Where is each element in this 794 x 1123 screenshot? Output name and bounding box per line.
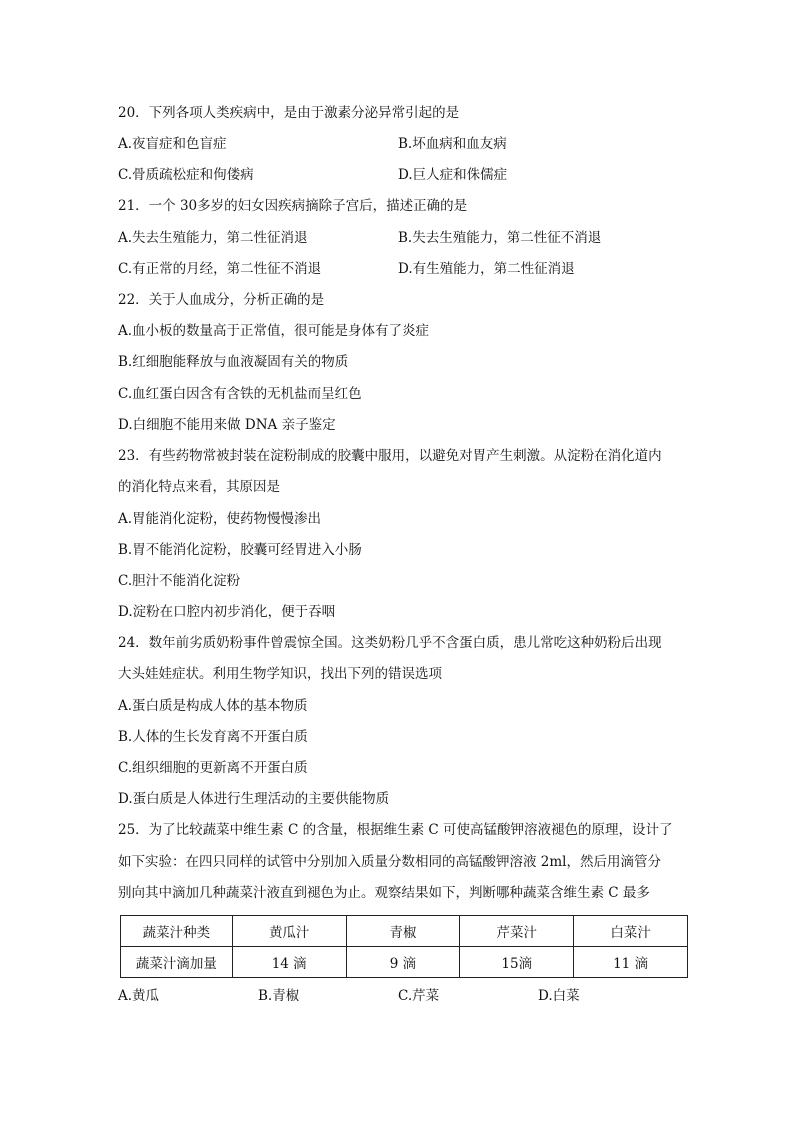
q25-option-b: B.青椒 bbox=[258, 988, 300, 1004]
q24-option-b: B.人体的生长发育离不开蛋白质 bbox=[118, 729, 308, 745]
q22-option-d: D.白细胞不能用来做 DNA 亲子鉴定 bbox=[118, 417, 336, 433]
q24-option-a: A.蛋白质是构成人体的基本物质 bbox=[118, 698, 308, 714]
table-cell: 9 滴 bbox=[346, 947, 460, 978]
q21-option-b: B.失去生殖能力，第二性征不消退 bbox=[398, 230, 602, 246]
q25-stem-line2: 如下实验：在四只同样的试管中分别加入质量分数相同的高锰酸钾溶液 2ml，然后用滴管分 bbox=[118, 854, 661, 870]
q25-option-a: A.黄瓜 bbox=[118, 988, 160, 1004]
q21-option-a: A.失去生殖能力，第二性征消退 bbox=[118, 230, 308, 246]
q24-option-d: D.蛋白质是人体进行生理活动的主要供能物质 bbox=[118, 791, 390, 807]
q23-stem-line1: 23．有些药物常被封装在淀粉制成的胶囊中服用，以避免对胃产生刺激。从淀粉在消化道内 bbox=[118, 448, 662, 464]
q24-stem-line1: 24．数年前劣质奶粉事件曾震惊全国。这类奶粉几乎不含蛋白质，患儿常吃这种奶粉后出现 bbox=[118, 635, 662, 651]
q23-stem-line2: 的消化特点来看，其原因是 bbox=[118, 479, 280, 495]
q23-option-b: B.胃不能消化淀粉，胶囊可经胃进入小肠 bbox=[118, 542, 362, 558]
vegetable-juice-table bbox=[120, 915, 688, 978]
table-cell: 15滴 bbox=[460, 947, 574, 978]
table-cell: 11 滴 bbox=[574, 947, 688, 978]
q23-option-a: A.胃能消化淀粉，使药物慢慢渗出 bbox=[118, 511, 322, 527]
q20-option-b: B.坏血病和血友病 bbox=[398, 136, 507, 152]
q24-stem-line2: 大头娃娃症状。利用生物学知识，找出下列的错误选项 bbox=[118, 666, 442, 682]
q21-option-c: C.有正常的月经，第二性征不消退 bbox=[118, 261, 322, 277]
q25-stem-line1: 25．为了比较蔬菜中维生素 C 的含量，根据维生素 C 可使高锰酸钾溶液褪色的原理，设计了 bbox=[118, 822, 673, 838]
q22-option-a: A.血小板的数量高于正常值，很可能是身体有了炎症 bbox=[118, 323, 430, 339]
q25-option-d: D.白菜 bbox=[538, 988, 580, 1004]
q21-option-d: D.有生殖能力，第二性征消退 bbox=[398, 261, 575, 277]
table-cell: 14 滴 bbox=[232, 947, 346, 978]
q22-stem: 22．关于人血成分，分析正确的是 bbox=[118, 292, 325, 308]
table-header-cell: 蔬菜汁种类 bbox=[121, 916, 233, 947]
q23-option-d: D.淀粉在口腔内初步消化，便于吞咽 bbox=[118, 604, 336, 620]
q25-option-c: C.芹菜 bbox=[398, 988, 440, 1004]
q20-option-d: D.巨人症和侏儒症 bbox=[398, 167, 508, 183]
table-header-cell: 白菜汁 bbox=[574, 916, 688, 947]
table-row bbox=[121, 947, 688, 978]
q23-option-c: C.胆汁不能消化淀粉 bbox=[118, 573, 241, 589]
q21-stem: 21．一个 30多岁的妇女因疾病摘除子宫后，描述正确的是 bbox=[118, 198, 468, 214]
table-header-cell: 黄瓜汁 bbox=[232, 916, 346, 947]
table-header-cell: 芹菜汁 bbox=[460, 916, 574, 947]
table-cell: 蔬菜汁滴加量 bbox=[121, 947, 233, 978]
q20-option-a: A.夜盲症和色盲症 bbox=[118, 136, 227, 152]
table-header-cell: 青椒 bbox=[346, 916, 460, 947]
q22-option-b: B.红细胞能释放与血液凝固有关的物质 bbox=[118, 354, 349, 370]
q22-option-c: C.血红蛋白因含有含铁的无机盐而呈红色 bbox=[118, 386, 362, 402]
table-header-row bbox=[121, 916, 688, 947]
q20-stem: 20．下列各项人类疾病中，是由于激素分泌异常引起的是 bbox=[118, 105, 460, 121]
q25-stem-line3: 别向其中滴加几种蔬菜汁液直到褪色为止。观察结果如下，判断哪种蔬菜含维生素 C 最多 bbox=[118, 885, 650, 901]
q20-option-c: C.骨质疏松症和佝偻病 bbox=[118, 167, 254, 183]
q24-option-c: C.组织细胞的更新离不开蛋白质 bbox=[118, 760, 308, 776]
